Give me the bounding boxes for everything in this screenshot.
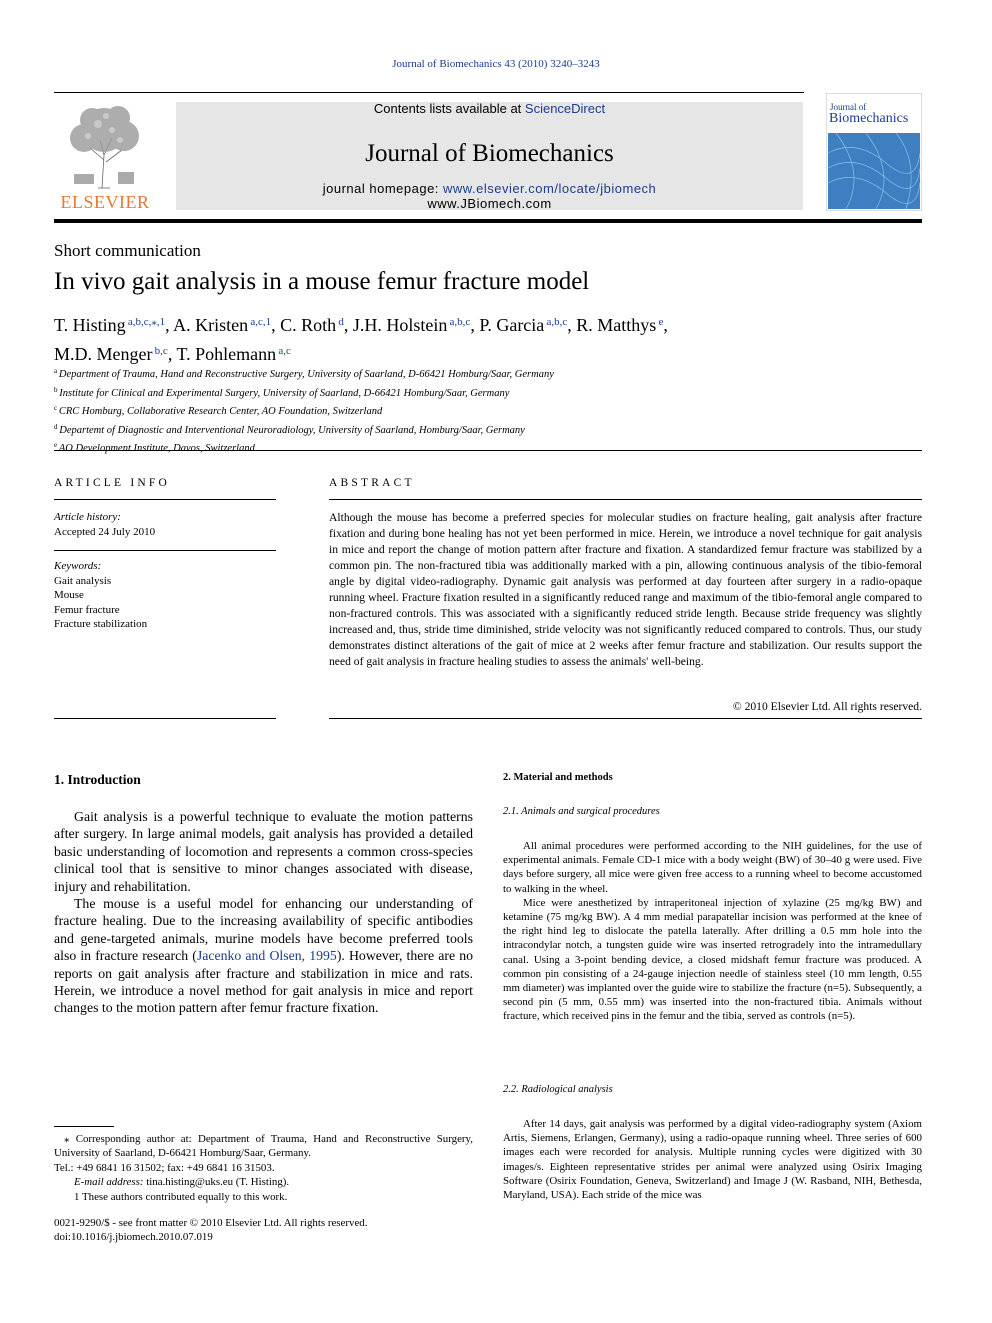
intro-text: The mouse is a useful model for enhancing our understanding of fracture healing. Due to the increasing availability of specific antibodies and gene-targeted animals, murine models have become preferred tools also in fracture research ( xyxy=(54,896,473,964)
introduction-text xyxy=(54,808,473,1017)
issn-line: 0021-9290/$ - see front matter © 2010 Elsevier Ltd. All rights reserved. xyxy=(54,1217,368,1229)
abstract-heading: ABSTRACT xyxy=(329,477,415,489)
affiliation-text: Department of Trauma, Hand and Reconstructive Surgery, University of Saarland, D-66421 Homburg/Saar, Germany xyxy=(58,369,554,380)
phone-fax: Tel.: +49 6841 16 31502; fax: +49 6841 16 31503. xyxy=(54,1161,275,1174)
methods-paragraph: Mice were anesthetized by intraperitoneal injection of xylazine (25 mg/kg BW) and ketamine (75 mg/kg BW). A 4 mm medial parapatellar incision was performed at the knee of the right hind leg to dislocate the patella laterally. After drilling a 0.5 mm hole into the intracondylar notch, a tungsten guide wire was inserted retrogradely into the intramedullary canal. Using a 3-point bending device, a closed midshaft femur fracture was produced. A common pin consisting of a 24-gauge injection needle of stainless steel (10 mm length, 0.55 mm diameter) was implanted over the guide wire to stabilize the fracture (n=5). Subsequently, a second pin (5 mm, 0.55 mm) was inserted into the non-fractured tibia. Animals without fracture, which received pins in the femur and the tibia, served as controls (n=5). xyxy=(503,896,922,1023)
author-name[interactable]: J.H. Holstein xyxy=(352,315,448,335)
accepted-date: Accepted 24 July 2010 xyxy=(54,525,156,538)
divider xyxy=(54,499,276,500)
contents-line xyxy=(176,101,803,116)
email-address[interactable]: tina.histing@uks.eu (T. Histing). xyxy=(143,1176,290,1189)
divider xyxy=(54,450,922,451)
intro-text: ). However, there are no reports on gait analysis after fracture and stabilization in mice and rats. Herein, we introduce a novel method for gait analysis in mice and report changes to the motion pattern after femur fracture fixation. xyxy=(54,948,473,1016)
author-affiliation-sup[interactable]: a,b,c xyxy=(544,316,568,328)
author-separator: , xyxy=(470,315,480,335)
author-name[interactable]: A. Kristen xyxy=(173,315,249,335)
keywords xyxy=(54,559,276,632)
affiliation-text: AO Development Institute, Davos, Switzerland xyxy=(58,443,255,454)
divider xyxy=(54,550,276,551)
homepage-link-2[interactable]: www.JBiomech.com xyxy=(427,196,552,211)
email-label: E-mail address: xyxy=(74,1176,144,1189)
author-name[interactable]: C. Roth xyxy=(280,315,337,335)
author-affiliation-sup[interactable]: a,b,c,⁎,1 xyxy=(125,316,166,328)
article-info-heading: ARTICLE INFO xyxy=(54,477,170,489)
methods-text xyxy=(503,839,922,1024)
author-list xyxy=(54,309,924,367)
abstract-text: Although the mouse has become a preferred species for molecular studies on fracture healing, gait analysis after fracture fixation and during bone healing has not yet been performed in mice. Herein, we introduce a novel technique for gait analysis in mice and report the change of motion pattern after fracture and fixation. A standardized femur fracture was stabilized by a common pin. The non-fractured tibia was additionally marked with a pin, allowing continuous analysis of the tibio-femoral angle by digital video-radiography. Dynamic gait analysis was performed at day fourteen after surgery in a radio-opaque running wheel. Fracture fixation resulted in a significantly reduced range and maximum of the tibio-femoral angle compared to non-fractured controls. This was associated with a significantly reduced stride length. Because stride frequency was slightly increased and, thus, stride time diminished, stride velocity was not significantly reduced compared to controls. Thus, our study demonstrates distinct alterations of the gait of mice at 2 weeks after femur fracture and stabilization. Our results support the need of gait analysis in fracture healing studies to assess the animals' well-being. xyxy=(329,511,922,668)
affiliation-text: CRC Homburg, Collaborative Research Center, AO Foundation, Switzerland xyxy=(58,406,383,417)
author-separator: , xyxy=(167,344,177,364)
author-affiliation-sup[interactable]: a,c xyxy=(276,345,291,357)
header-thick-rule xyxy=(54,219,922,223)
affiliation xyxy=(54,420,924,439)
author-name[interactable]: T. Pohlemann xyxy=(176,344,277,364)
author-name[interactable]: P. Garcia xyxy=(479,315,545,335)
reference-link[interactable]: Jacenko and Olsen, 1995 xyxy=(196,948,337,964)
author-affiliation-sup[interactable]: a,b,c xyxy=(447,316,471,328)
history-label: Article history: xyxy=(54,511,121,523)
elsevier-logo[interactable] xyxy=(54,100,156,212)
journal-cover[interactable] xyxy=(826,93,922,211)
top-rule xyxy=(54,92,804,93)
author-affiliation-sup[interactable]: e xyxy=(656,316,664,328)
doi[interactable]: doi:10.1016/j.jbiomech.2010.07.019 xyxy=(54,1231,213,1244)
author-name[interactable]: T. Histing xyxy=(54,315,126,335)
cover-title-1: Journal of xyxy=(830,102,867,112)
keyword: Fracture stabilization xyxy=(54,618,148,630)
author-separator: , xyxy=(567,315,577,335)
footnote-rule xyxy=(54,1126,114,1127)
contents-prefix: Contents lists available at xyxy=(373,101,525,116)
author-separator: , xyxy=(663,315,668,335)
introduction-heading: 1. Introduction xyxy=(54,772,141,787)
affiliation-key: a xyxy=(54,367,59,375)
author-name[interactable]: M.D. Menger xyxy=(54,344,153,364)
subsection-heading: 2.2. Radiological analysis xyxy=(503,1084,613,1095)
author-separator: , xyxy=(165,315,174,335)
article-title: In vivo gait analysis in a mouse femur fracture model xyxy=(54,268,590,295)
affiliation xyxy=(54,438,924,457)
author-separator: , xyxy=(343,315,353,335)
corresponding-author xyxy=(54,1132,473,1161)
sciencedirect-link[interactable]: ScienceDirect xyxy=(524,101,606,116)
divider xyxy=(329,718,922,719)
affiliation-key: e xyxy=(54,441,59,449)
methods-paragraph: All animal procedures were performed according to the NIH guidelines, for the use of experimental animals. Female CD-1 mice with a body weight (BW) of 30–40 g were used. Five days before surgery, all mice were given free access to a running wheel to become accustomed to walking in the wheel. xyxy=(503,840,922,895)
divider xyxy=(54,718,276,719)
keyword: Femur fracture xyxy=(54,603,120,616)
publisher-wordmark: ELSEVIER xyxy=(60,192,150,212)
author-separator: , xyxy=(271,315,281,335)
corresponding-text: ⁎ Corresponding author at: Department of Trauma, Hand and Reconstructive Surgery, University of Saarland, D-66421 Homburg/Saar, Germany. xyxy=(54,1133,473,1160)
journal-citation[interactable]: Journal of Biomechanics 43 (2010) 3240–3243 xyxy=(392,58,600,70)
keywords-label: Keywords: xyxy=(54,560,102,572)
affiliation-key: c xyxy=(54,404,59,412)
methods-heading: 2. Material and methods xyxy=(503,772,613,783)
affiliation-text: Departemt of Diagnostic and Interventional Neuroradiology, University of Saarland, Homburg/Saar, Germany xyxy=(59,424,525,436)
keyword: Gait analysis xyxy=(54,574,112,587)
section-type: Short communication xyxy=(54,241,201,260)
journal-title: Journal of Biomechanics xyxy=(365,140,614,167)
affiliation-list xyxy=(54,364,924,457)
divider xyxy=(329,499,922,500)
cover-title-2: Biomechanics xyxy=(829,111,909,126)
author-name[interactable]: R. Matthys xyxy=(576,315,657,335)
methods-paragraph: After 14 days, gait analysis was performed by a digital video-radiography system (Axiom Artis, Siemens, Erlangen, Germany), using a radio-opaque running wheel. Three series of 600 images each were recorded for analysis. Multiple running cycles were digitized with 30 images/s. Eighteen representative strides per animal were analyzed using Osirix Imaging Software (Osirix Foundation, Geneva, Switzerland) and Image J (W. Rasband, NIH, Bethesda, Maryland, USA). Each stride of the mice was xyxy=(503,1118,922,1202)
copyright: © 2010 Elsevier Ltd. All rights reserved. xyxy=(732,700,922,713)
equal-contribution: 1 These authors contributed equally to this work. xyxy=(74,1190,288,1203)
intro-paragraph: Gait analysis is a powerful technique to evaluate the motion patterns after surgery. In large animal models, gait analysis has provided a detailed basic understanding of locomotion and represents a common cross-species clinical tool that is sensitive to minor changes associated with disease, injury and rehabilitation. xyxy=(54,809,473,894)
author-affiliation-sup[interactable]: d xyxy=(336,316,344,328)
article-history xyxy=(54,510,276,539)
author-affiliation-sup[interactable]: b,c xyxy=(152,345,168,357)
author-affiliation-sup[interactable]: a,c,1 xyxy=(248,316,272,328)
affiliation-key: b xyxy=(54,385,60,394)
email-line xyxy=(54,1175,473,1189)
subsection-heading: 2.1. Animals and surgical procedures xyxy=(503,806,660,817)
affiliation xyxy=(54,364,924,383)
affiliation xyxy=(54,401,924,420)
front-matter xyxy=(54,1216,473,1245)
affiliation xyxy=(54,383,924,402)
affiliation-text: Institute for Clinical and Experimental Surgery, University of Saarland, D-66421 Homburg/Saar, Germany xyxy=(59,387,510,399)
intro-paragraph xyxy=(54,895,473,1017)
footnotes xyxy=(54,1132,473,1204)
homepage-link[interactable]: www.elsevier.com/locate/jbiomech xyxy=(443,181,657,196)
journal-homepage xyxy=(176,181,803,211)
affiliation-key: d xyxy=(54,422,60,431)
methods-text xyxy=(503,1117,922,1202)
keyword: Mouse xyxy=(54,589,84,601)
homepage-label: journal homepage: xyxy=(322,181,444,196)
